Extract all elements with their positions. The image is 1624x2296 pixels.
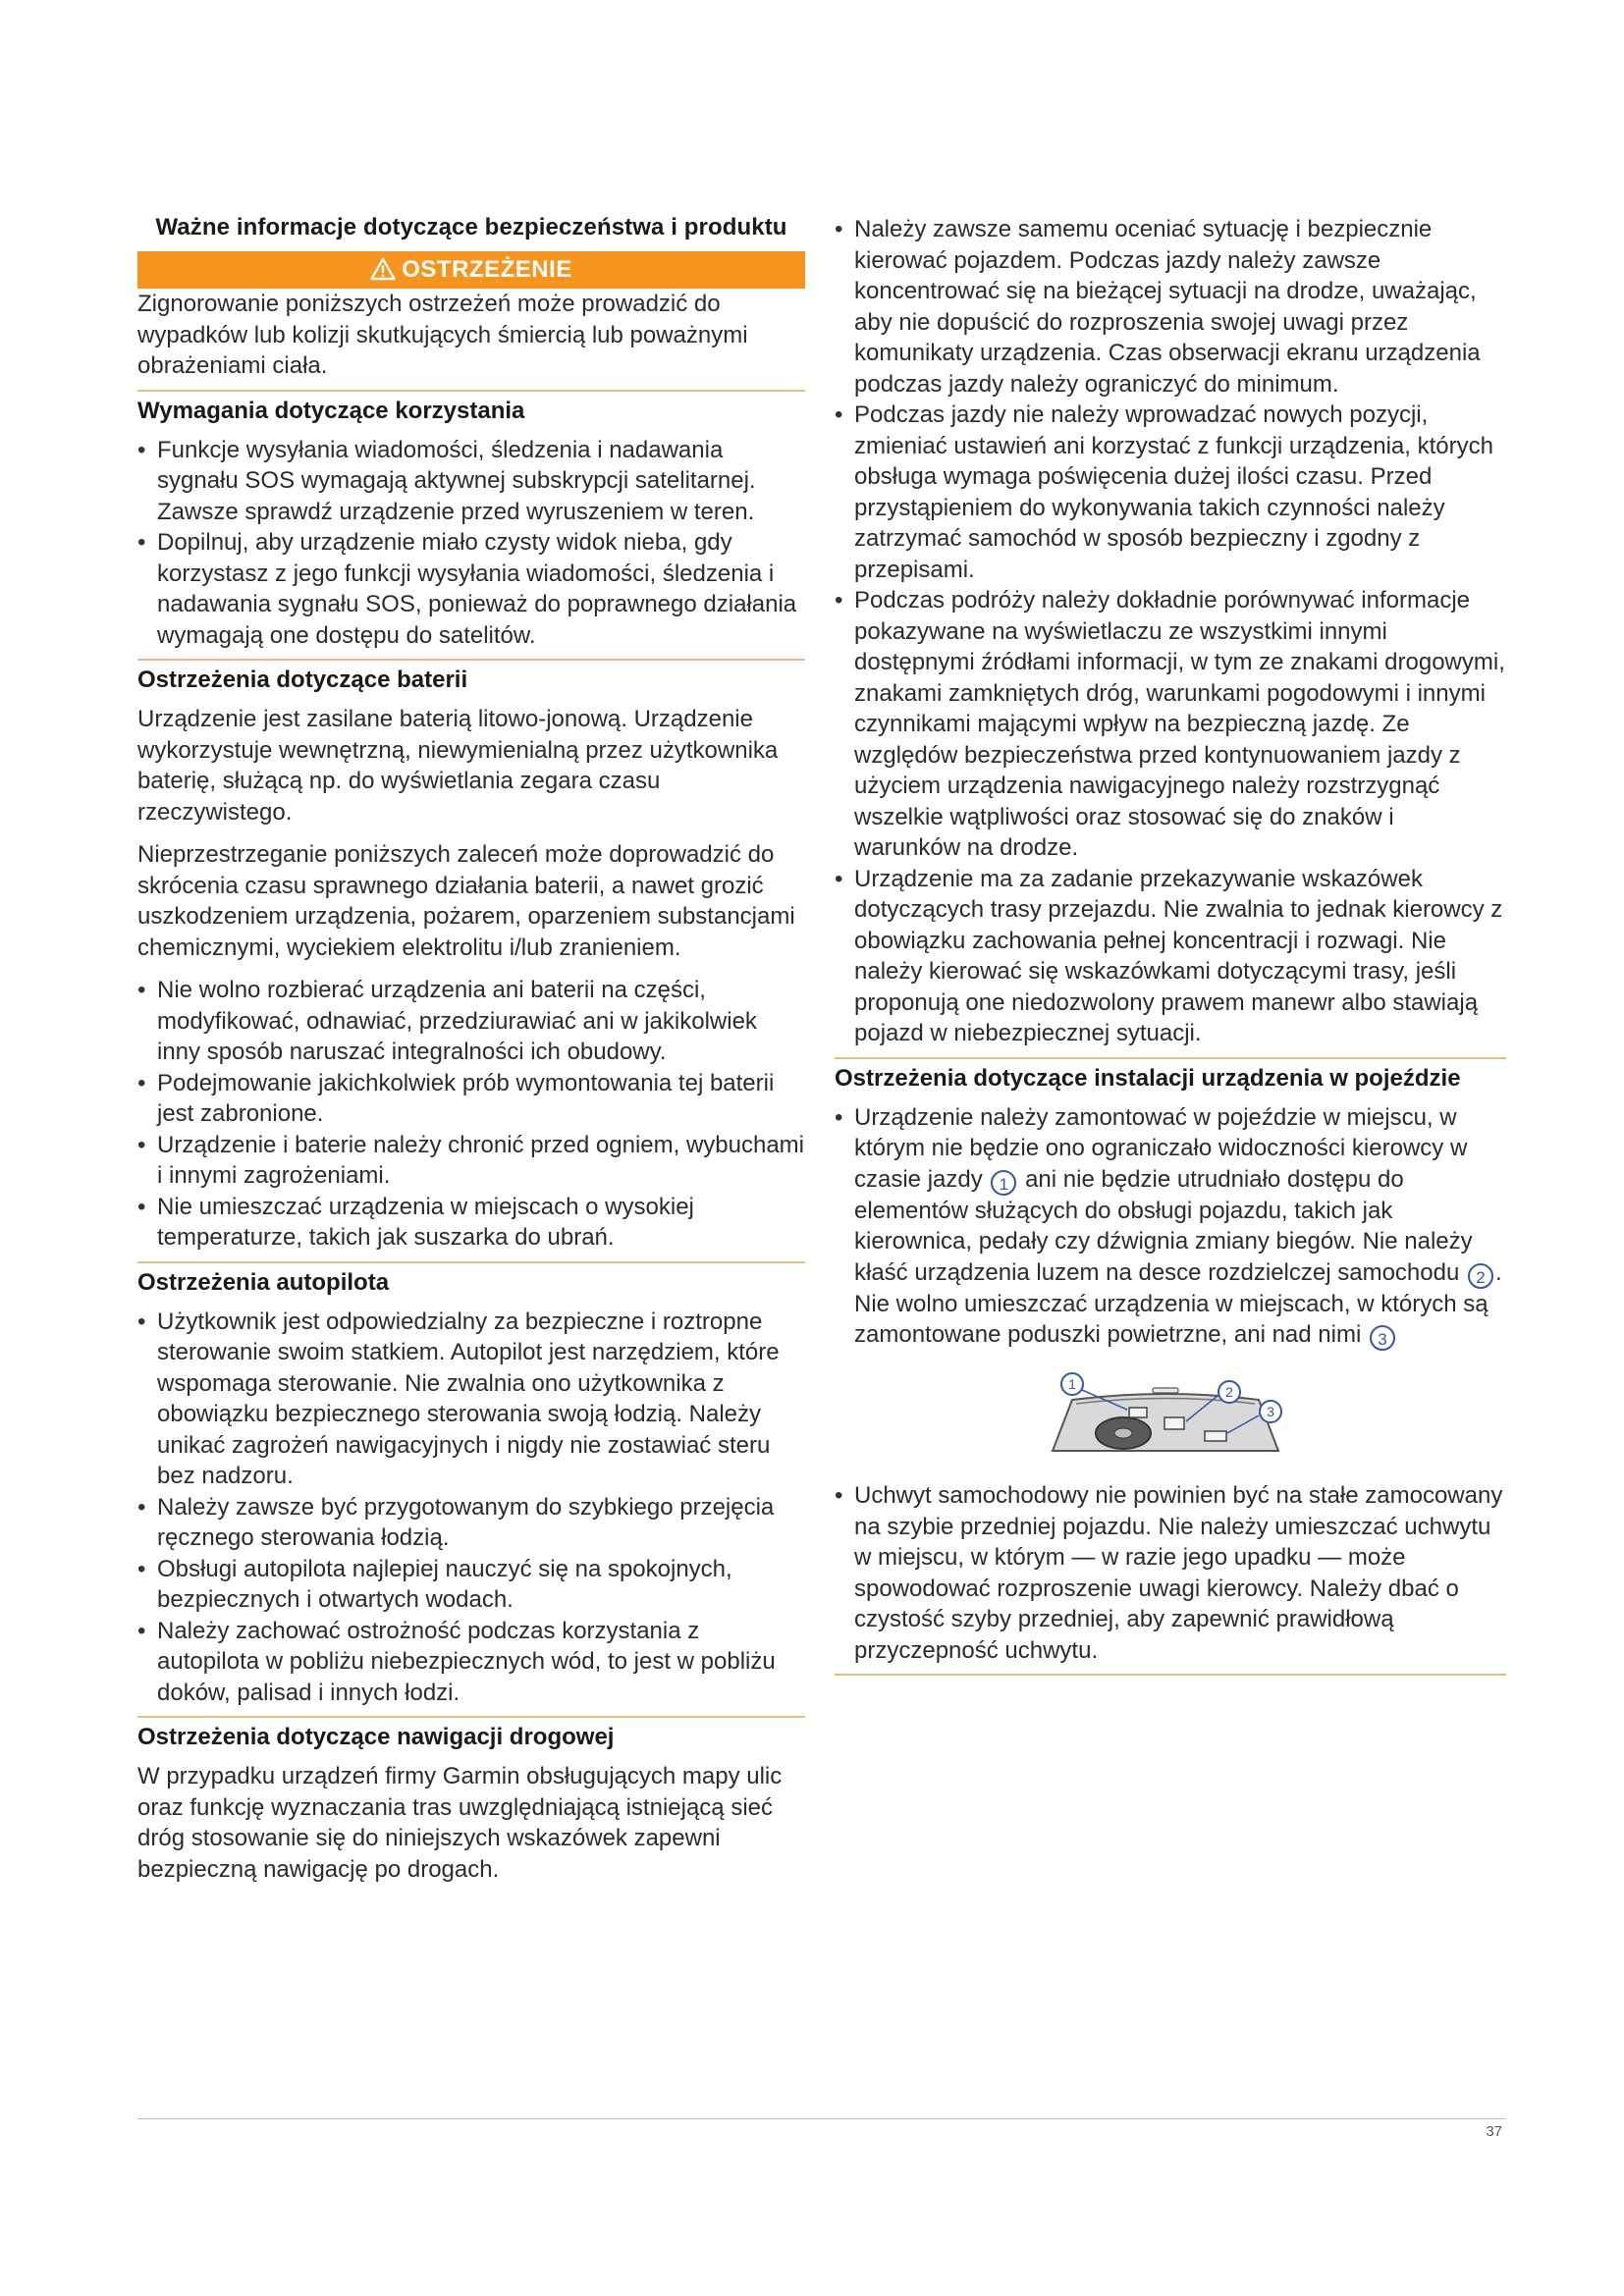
- bullet-list: [835, 1102, 1506, 1352]
- callout-1-icon: 1: [991, 1170, 1016, 1196]
- list-item: • Należy zawsze samemu oceniać sytuację i bezpiecznie kierować pojazdem. Podczas jazdy należy zawsze koncentrować się na bieżącej sytuacji na drodze, uważając, aby nie dopuścić do rozproszenia swojej uwagi przez komunikaty urządzenia. Czas obserwacji ekranu urządzenia podczas jazdy należy ograniczyć do minimum.: [835, 214, 1506, 400]
- right-column: [835, 214, 1506, 1676]
- list-item: • Nie wolno rozbierać urządzenia ani baterii na części, modyfikować, odnawiać, przedziurawiać ani w jakikolwiek inny sposób naruszać integralności ich obudowy.: [137, 975, 805, 1068]
- section-title: Ostrzeżenia dotyczące nawigacji drogowej: [137, 1724, 615, 1750]
- section-divider: [835, 1674, 1506, 1676]
- list-item: • Dopilnuj, aby urządzenie miało czysty widok nieba, gdy korzystasz z jego funkcji wysyłania wiadomości, śledzenia i nadawania sygnału SOS, ponieważ do poprawnego działania wymagają one dostępu do satelitów.: [137, 527, 805, 651]
- callout-2-label: 2: [1225, 1384, 1233, 1400]
- paragraph: W przypadku urządzeń firmy Garmin obsługujących mapy ulic oraz funkcję wyznaczania tras uwzględniającą istniejącą sieć dróg stosowanie się do niniejszych wskazówek zapewni bezpieczną nawigację po drogach.: [137, 1763, 783, 1883]
- install-text-c: . Nie wolno umieszczać urządzenia w miejscach, w których są zamontowane poduszki powietrzne, ani nad nimi: [854, 1258, 1502, 1348]
- list-item: • Nie umieszczać urządzenia w miejscach o wysokiej temperaturze, takich jak suszarka do ubrań.: [137, 1192, 805, 1254]
- section-title: Ostrzeżenia dotyczące instalacji urządzenia w pojeździe: [835, 1064, 1461, 1092]
- list-item: • Należy zawsze być przygotowanym do szybkiego przejęcia ręcznego sterowania łodzią.: [137, 1492, 805, 1554]
- bullet-list: [835, 1480, 1506, 1666]
- callout-3-label: 3: [1267, 1404, 1274, 1419]
- install-text-a: Urządzenie należy zamontować w pojeździe w miejscu, w którym nie będzie ono ograniczało widoczności kierowcy w czasie jazdy: [854, 1103, 1468, 1193]
- warning-triangle-icon: [370, 257, 396, 281]
- callout-2-icon: 2: [1468, 1263, 1493, 1289]
- section-title: Ostrzeżenia dotyczące baterii: [137, 667, 468, 693]
- warning-label: OSTRZEŻENIE: [402, 256, 572, 283]
- bullet-list: [137, 975, 805, 1254]
- dashboard-illustration: [835, 1368, 1506, 1467]
- section-usage-requirements: [137, 390, 805, 652]
- list-item: • Podejmowanie jakichkolwiek prób wymontowania tej baterii jest zabronione.: [137, 1068, 805, 1130]
- warning-text: Zignorowanie poniższych ostrzeżeń może prowadzić do wypadków lub kolizji skutkujących śmiercią lub poważnymi obrażeniami ciała.: [137, 291, 748, 379]
- list-item: • Podczas podróży należy dokładnie porównywać informacje pokazywane na wyświetlaczu ze wszystkimi innymi dostępnymi źródłami informacji, w tym ze znakami drogowymi, znakami zamkniętych dróg, warunkami pogodowymi i innymi czynnikami mającymi wpływ na bezpieczną jazdę. Ze względów bezpieczeństwa przed kontynuowaniem jazdy z użyciem urządzenia nawigacyjnego należy rozstrzygnąć wszelkie wątpliwości oraz stosować się do znaków i warunków na drodze.: [835, 585, 1506, 864]
- section-title: Wymagania dotyczące korzystania: [137, 397, 525, 424]
- list-item: • Uchwyt samochodowy nie powinien być na stałe zamocowany na szybie przedniej pojazdu. Nie należy umieszczać uchwytu w miejscu, w którym — w razie jego upadku — może spowodować rozproszenie uwagi kierowcy. Należy dbać o czystość szyby przedniej, aby zapewnić prawidłową przyczepność uchwytu.: [835, 1480, 1506, 1666]
- list-item: [835, 1102, 1506, 1352]
- section-title: Ostrzeżenia autopilota: [137, 1268, 390, 1296]
- list-item: • Obsługi autopilota najlepiej nauczyć się na spokojnych, bezpiecznych i otwartych wodach.: [137, 1554, 805, 1616]
- list-item: • Należy zachować ostrożność podczas korzystania z autopilota w pobliżu niebezpiecznych wód, to jest w pobliżu doków, palisad i innych łodzi.: [137, 1616, 805, 1709]
- list-item: • Użytkownik jest odpowiedzialny za bezpieczne i roztropne sterowanie swoim statkiem. Autopilot jest narzędziem, które wspomaga sterowanie. Nie zwalnia ono użytkownika z obowiązku bezpiecznego sterowania swoją łodzią. Należy unikać zagrożeń nawigacyjnych i nigdy nie zostawiać steru bez nadzoru.: [137, 1307, 805, 1492]
- section-installation-warnings: [835, 1057, 1506, 1677]
- bullet-list: [137, 1307, 805, 1709]
- install-text-b: ani nie będzie utrudniało dostępu do elementów służących do obsługi pojazdu, takich jak kierownica, pedały czy dźwignia zmiany biegów. Nie należy kłaść urządzenia luzem na desce rozdzielczej samochodu: [854, 1165, 1473, 1286]
- bullet-list: [835, 214, 1506, 1049]
- left-column: [137, 214, 805, 1885]
- list-item: • Urządzenie i baterie należy chronić przed ogniem, wybuchami i innymi zagrożeniami.: [137, 1130, 805, 1192]
- section-road-navigation-warnings: [137, 1716, 805, 1885]
- page-number: 37: [1486, 2123, 1502, 2140]
- car-dashboard-diagram: [1043, 1368, 1288, 1467]
- callout-3-icon: 3: [1370, 1325, 1395, 1351]
- paragraph: Nieprzestrzeganie poniższych zaleceń może doprowadzić do skrócenia czasu sprawnego działania baterii, a nawet grozić uszkodzeniem urządzenia, pożarem, oparzeniem substancjami chemicznymi, wyciekiem elektrolitu i/lub zranieniem.: [137, 841, 795, 961]
- callout-1-label: 1: [1068, 1376, 1076, 1392]
- page-title: Ważne informacje dotyczące bezpieczeństwa i produktu: [155, 214, 787, 240]
- section-autopilot-warnings: [137, 1261, 805, 1709]
- list-item: • Funkcje wysyłania wiadomości, śledzenia i nadawania sygnału SOS wymagają aktywnej subskrypcji satelitarnej. Zawsze sprawdź urządzenie przed wyruszeniem w teren.: [137, 435, 805, 528]
- list-item: • Podczas jazdy nie należy wprowadzać nowych pozycji, zmieniać ustawień ani korzystać z funkcji urządzenia, których obsługa wymaga poświęcenia dużej ilości czasu. Przed przystąpieniem do wykonywania takich czynności należy zatrzymać samochód w sposób bezpieczny i zgodny z przepisami.: [835, 400, 1506, 585]
- warning-banner: [137, 251, 805, 289]
- section-battery-warnings: [137, 659, 805, 1254]
- footer-divider: [137, 2118, 1506, 2119]
- paragraph: Urządzenie jest zasilane baterią litowo-jonową. Urządzenie wykorzystuje wewnętrzną, niewymienialną przez użytkownika baterię, służącą np. do wyświetlania zegara czasu rzeczywistego.: [137, 706, 779, 826]
- bullet-list: [137, 435, 805, 652]
- list-item: • Urządzenie ma za zadanie przekazywanie wskazówek dotyczących trasy przejazdu. Nie zwalnia to jednak kierowcy z obowiązku zachowania pełnej koncentracji i rozwagi. Nie należy kierować się wskazówkami dotyczącymi trasy, jeśli proponują one niedozwolony prawem manewr albo stawiają pojazd w niebezpiecznej sytuacji.: [835, 864, 1506, 1049]
